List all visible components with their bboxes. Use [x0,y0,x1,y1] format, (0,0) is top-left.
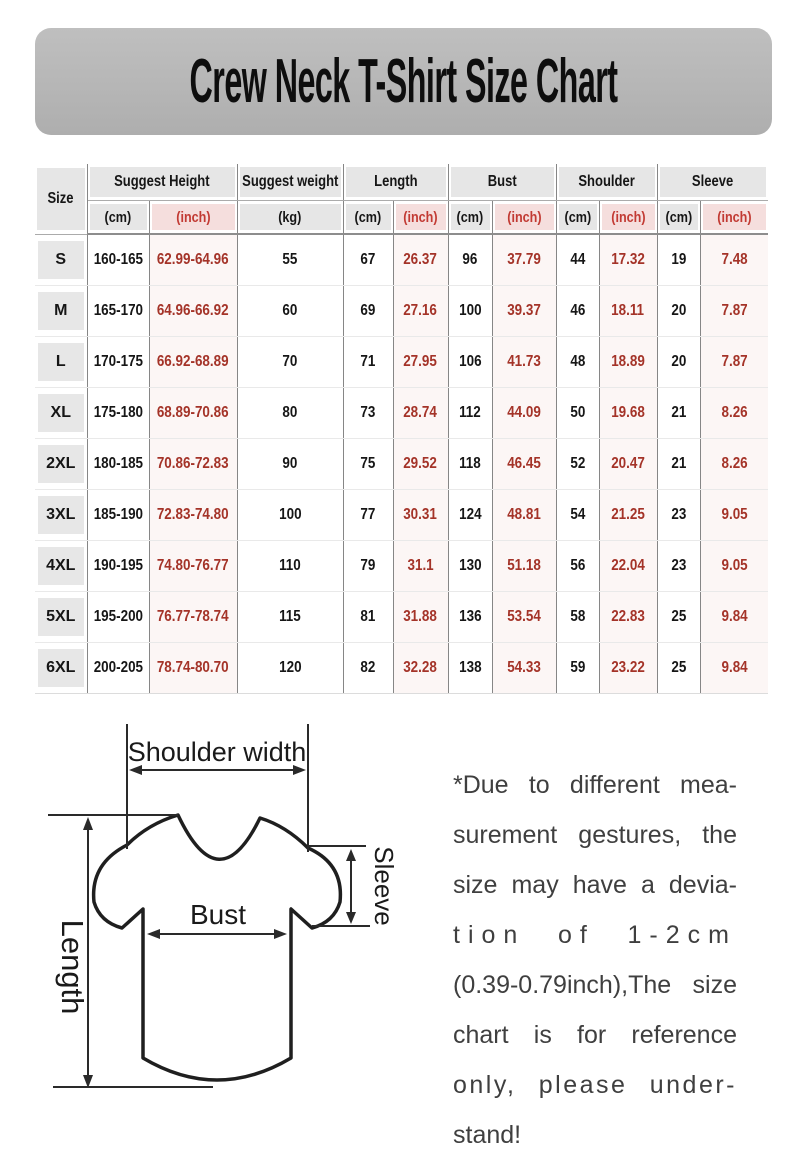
value-cell: 175-180 [87,388,149,439]
shoulder-width-label: Shoulder width [127,737,307,767]
value-cell: 27.95 [393,337,448,388]
value-cell: 124 [448,490,492,541]
size-chart-table [35,164,768,694]
value-cell: 90 [237,439,343,490]
length-diagram-label: Length [55,919,90,1015]
value-cell: 120 [237,643,343,694]
disclaimer-line: surement gestures, the [453,821,737,849]
value-cell: 31.88 [393,592,448,643]
shoulder-label: Shoulder [578,173,635,190]
value-cell: 77 [343,490,393,541]
col-header-length [343,164,448,201]
value-cell: 79 [343,541,393,592]
tshirt-outline [94,815,341,1080]
size-table-body [35,234,768,694]
disclaimer-line: size may have a devia- [453,871,737,899]
value-cell: 18.11 [599,286,657,337]
value-cell: 80 [237,388,343,439]
value-cell: 138 [448,643,492,694]
value-cell: 54.33 [492,643,556,694]
value-cell: 9.05 [700,541,768,592]
value-cell: 81 [343,592,393,643]
col-header-suggest-weight [237,164,343,201]
size-cell: 3XL [35,490,87,541]
value-cell: 19 [657,234,700,286]
value-cell: 27.16 [393,286,448,337]
value-cell: 8.26 [700,388,768,439]
value-cell: 110 [237,541,343,592]
value-cell: 23 [657,541,700,592]
value-cell: 160-165 [87,234,149,286]
col-header-suggest-height [87,164,237,201]
col-header-sleeve [657,164,768,201]
unit-sleeve-inch: (inch) [700,201,768,235]
value-cell: 118 [448,439,492,490]
value-cell: 21.25 [599,490,657,541]
value-cell: 32.28 [393,643,448,694]
value-cell: 82 [343,643,393,694]
value-cell: 22.04 [599,541,657,592]
header-group-row [35,164,768,201]
size-cell: S [35,234,87,286]
table-row [35,337,768,388]
value-cell: 21 [657,439,700,490]
value-cell: 70 [237,337,343,388]
arrowhead [83,817,93,830]
size-cell: 4XL [35,541,87,592]
value-cell: 78.74-80.70 [149,643,237,694]
suggest-weight-label: Suggest weight [241,173,339,190]
table-row [35,388,768,439]
value-cell: 21 [657,388,700,439]
col-header-size [35,164,87,234]
value-cell: 48.81 [492,490,556,541]
table-row [35,592,768,643]
size-cell: XL [35,388,87,439]
value-cell: 20 [657,286,700,337]
bust-label: Bust [487,173,517,190]
value-cell: 185-190 [87,490,149,541]
value-cell: 75 [343,439,393,490]
value-cell: 23.22 [599,643,657,694]
value-cell: 195-200 [87,592,149,643]
value-cell: 51.18 [492,541,556,592]
value-cell: 106 [448,337,492,388]
value-cell: 76.77-78.74 [149,592,237,643]
unit-weight-kg: (kg) [237,201,343,235]
value-cell: 53.54 [492,592,556,643]
page-title: Crew Neck T-Shirt Size Chart [189,47,618,116]
unit-shoulder-inch: (inch) [599,201,657,235]
value-cell: 8.26 [700,439,768,490]
value-cell: 19.68 [599,388,657,439]
arrowhead [346,912,356,924]
disclaimer-text [453,760,737,1160]
value-cell: 29.52 [393,439,448,490]
unit-shoulder-cm: (cm) [556,201,599,235]
value-cell: 22.83 [599,592,657,643]
disclaimer-line: chart is for reference [453,1021,737,1049]
value-cell: 67 [343,234,393,286]
value-cell: 17.32 [599,234,657,286]
value-cell: 44.09 [492,388,556,439]
value-cell: 18.89 [599,337,657,388]
value-cell: 115 [237,592,343,643]
table-row [35,439,768,490]
suggest-height-label: Suggest Height [114,173,210,190]
value-cell: 41.73 [492,337,556,388]
measurement-diagram [0,710,450,1114]
value-cell: 46 [556,286,599,337]
value-cell: 55 [237,234,343,286]
value-cell: 62.99-64.96 [149,234,237,286]
unit-bust-inch: (inch) [492,201,556,235]
bust-diagram-label: Bust [189,899,247,930]
size-cell: 2XL [35,439,87,490]
value-cell: 28.74 [393,388,448,439]
unit-height-inch: (inch) [149,201,237,235]
value-cell: 200-205 [87,643,149,694]
table-row [35,643,768,694]
col-header-bust [448,164,556,201]
value-cell: 170-175 [87,337,149,388]
value-cell: 59 [556,643,599,694]
value-cell: 112 [448,388,492,439]
size-cell: L [35,337,87,388]
value-cell: 100 [448,286,492,337]
value-cell: 7.87 [700,286,768,337]
value-cell: 165-170 [87,286,149,337]
value-cell: 37.79 [492,234,556,286]
value-cell: 46.45 [492,439,556,490]
value-cell: 72.83-74.80 [149,490,237,541]
value-cell: 130 [448,541,492,592]
length-label: Length [373,173,418,190]
value-cell: 9.84 [700,643,768,694]
arrowhead [346,849,356,861]
value-cell: 58 [556,592,599,643]
table-row [35,234,768,286]
unit-sleeve-cm: (cm) [657,201,700,235]
disclaimer-line: tion of 1-2cm [453,921,737,949]
sleeve-label: Sleeve [692,173,734,190]
value-cell: 39.37 [492,286,556,337]
value-cell: 50 [556,388,599,439]
value-cell: 48 [556,337,599,388]
value-cell: 70.86-72.83 [149,439,237,490]
value-cell: 7.48 [700,234,768,286]
value-cell: 100 [237,490,343,541]
size-cell: 6XL [35,643,87,694]
value-cell: 96 [448,234,492,286]
table-row [35,541,768,592]
size-cell: M [35,286,87,337]
value-cell: 71 [343,337,393,388]
disclaimer-line: *Due to different mea- [453,771,737,799]
value-cell: 23 [657,490,700,541]
disclaimer-line: (0.39-0.79inch),The size [453,971,737,999]
bottom-section [0,710,804,1160]
value-cell: 68.89-70.86 [149,388,237,439]
header-unit-row [35,201,768,235]
value-cell: 31.1 [393,541,448,592]
value-cell: 9.84 [700,592,768,643]
value-cell: 7.87 [700,337,768,388]
disclaimer-line: only, please under- [453,1071,737,1099]
size-header-label: Size [47,189,74,207]
size-cell: 5XL [35,592,87,643]
unit-length-cm: (cm) [343,201,393,235]
value-cell: 30.31 [393,490,448,541]
value-cell: 52 [556,439,599,490]
value-cell: 60 [237,286,343,337]
disclaimer-line: stand! [453,1121,522,1149]
value-cell: 64.96-66.92 [149,286,237,337]
value-cell: 9.05 [700,490,768,541]
table-row [35,286,768,337]
value-cell: 25 [657,592,700,643]
value-cell: 73 [343,388,393,439]
value-cell: 74.80-76.77 [149,541,237,592]
size-chart-infographic [0,28,804,1150]
value-cell: 20 [657,337,700,388]
value-cell: 25 [657,643,700,694]
unit-bust-cm: (cm) [448,201,492,235]
table-row [35,490,768,541]
value-cell: 20.47 [599,439,657,490]
tshirt-diagram [20,710,450,1114]
value-cell: 54 [556,490,599,541]
value-cell: 66.92-68.89 [149,337,237,388]
value-cell: 26.37 [393,234,448,286]
unit-height-cm: (cm) [87,201,149,235]
title-banner [35,28,772,135]
col-header-shoulder [556,164,657,201]
value-cell: 56 [556,541,599,592]
value-cell: 44 [556,234,599,286]
value-cell: 136 [448,592,492,643]
sleeve-diagram-label: Sleeve [369,846,399,926]
value-cell: 180-185 [87,439,149,490]
value-cell: 190-195 [87,541,149,592]
value-cell: 69 [343,286,393,337]
unit-length-inch: (inch) [393,201,448,235]
